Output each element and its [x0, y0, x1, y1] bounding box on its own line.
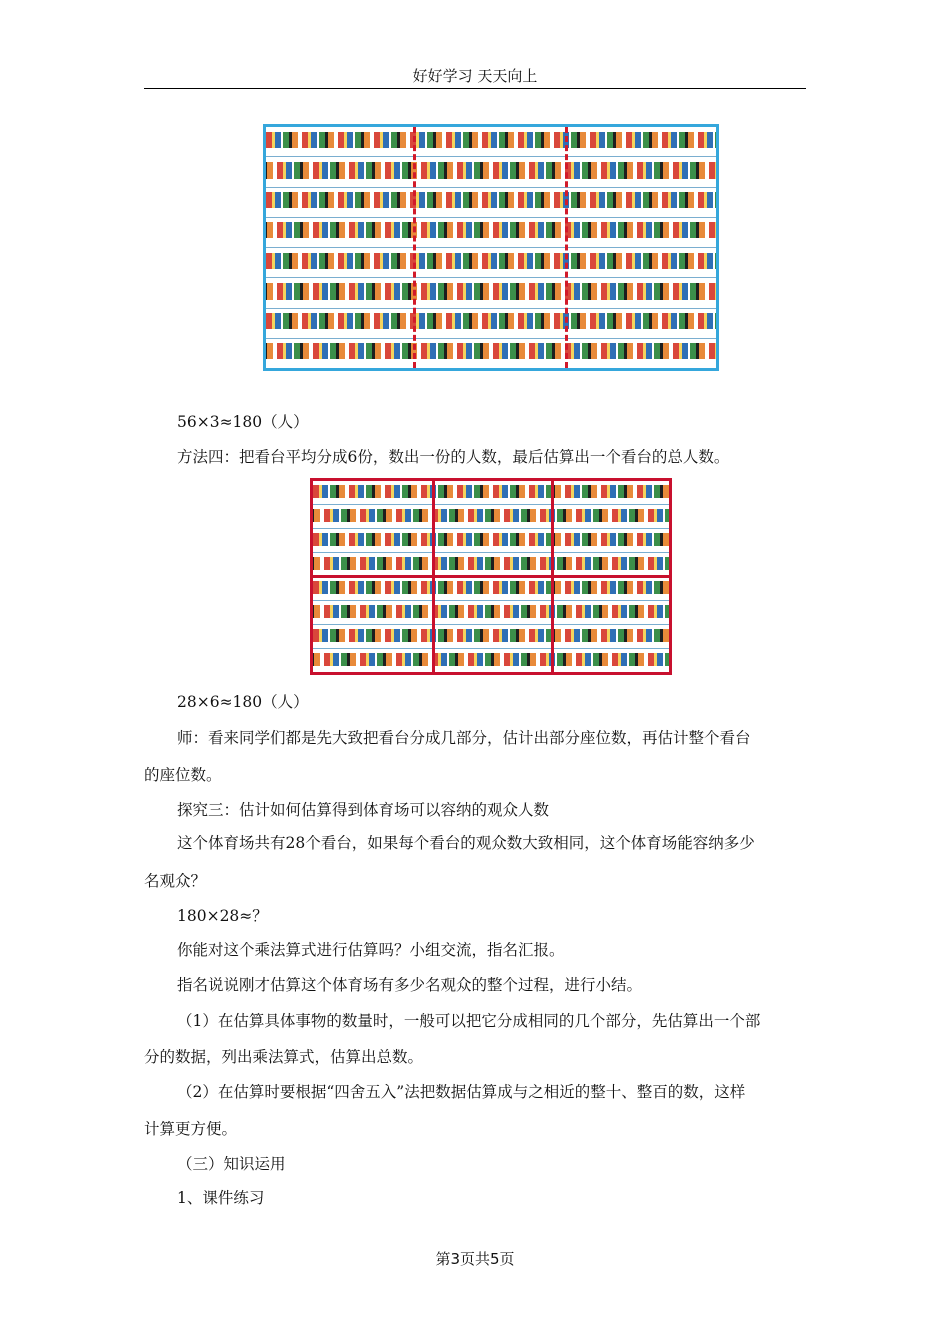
stand-row: [266, 248, 716, 278]
stand-row: [313, 481, 669, 505]
calc-method3: 56×3≈180（人）: [177, 413, 309, 431]
stand-row: [266, 278, 716, 308]
section3-heading: （三）知识运用: [177, 1155, 286, 1173]
stand-row: [313, 553, 669, 577]
teacher-line-2: 的座位数。: [144, 766, 222, 784]
method4-text: 方法四：把看台平均分成6份，数出一份的人数，最后估算出一个看台的总人数。: [177, 448, 730, 466]
point2-line-2: 计算更方便。: [144, 1120, 238, 1138]
point1-line-2: 分的数据，列出乘法算式，估算出总数。: [144, 1048, 424, 1066]
header-rule: [144, 88, 806, 89]
calc-total: 180×28≈？: [177, 907, 268, 925]
page-footer: 第3页共5页: [435, 1250, 515, 1268]
stand-row: [313, 577, 669, 601]
teacher-line-1: 师：看来同学们都是先大致把看台分成几部分，估计出部分座位数，再估计整个看台: [177, 729, 751, 747]
stand-figure-three-parts: [263, 124, 719, 371]
exercise1-heading: 1、课件练习: [177, 1189, 265, 1207]
stand-row: [313, 649, 669, 672]
prompt-text: 你能对这个乘法算式进行估算吗？小组交流，指名汇报。: [177, 941, 565, 959]
stand-row: [266, 218, 716, 248]
stand-row: [266, 157, 716, 187]
stand-row: [266, 339, 716, 368]
stand-row: [266, 188, 716, 218]
dashed-divider: [565, 127, 568, 368]
point1-line-1: （1）在估算具体事物的数量时，一般可以把它分成相同的几个部分，先估算出一个部: [177, 1012, 761, 1030]
stand-row: [313, 529, 669, 553]
dashed-divider: [413, 127, 416, 368]
summary-intro: 指名说说刚才估算这个体育场有多少名观众的整个过程，进行小结。: [177, 976, 643, 994]
page-header: 好好学习 天天向上: [412, 67, 538, 85]
stand-row: [313, 601, 669, 625]
stand-row: [313, 505, 669, 529]
calc-method4: 28×6≈180（人）: [177, 693, 309, 711]
point2-line-1: （2）在估算时要根据“四舍五入”法把数据估算成与之相近的整十、整百的数，这样: [177, 1083, 746, 1101]
stand-figure-six-parts: [310, 478, 672, 675]
stand-row: [313, 625, 669, 649]
stand-row: [266, 127, 716, 157]
grid-divider-horizontal: [313, 575, 669, 578]
stand-row: [266, 309, 716, 339]
question-line-1: 这个体育场共有28个看台，如果每个看台的观众数大致相同，这个体育场能容纳多少: [177, 834, 755, 852]
question-line-2: 名观众？: [144, 872, 207, 890]
explore3-heading: 探究三：估计如何估算得到体育场可以容纳的观众人数: [177, 801, 550, 819]
